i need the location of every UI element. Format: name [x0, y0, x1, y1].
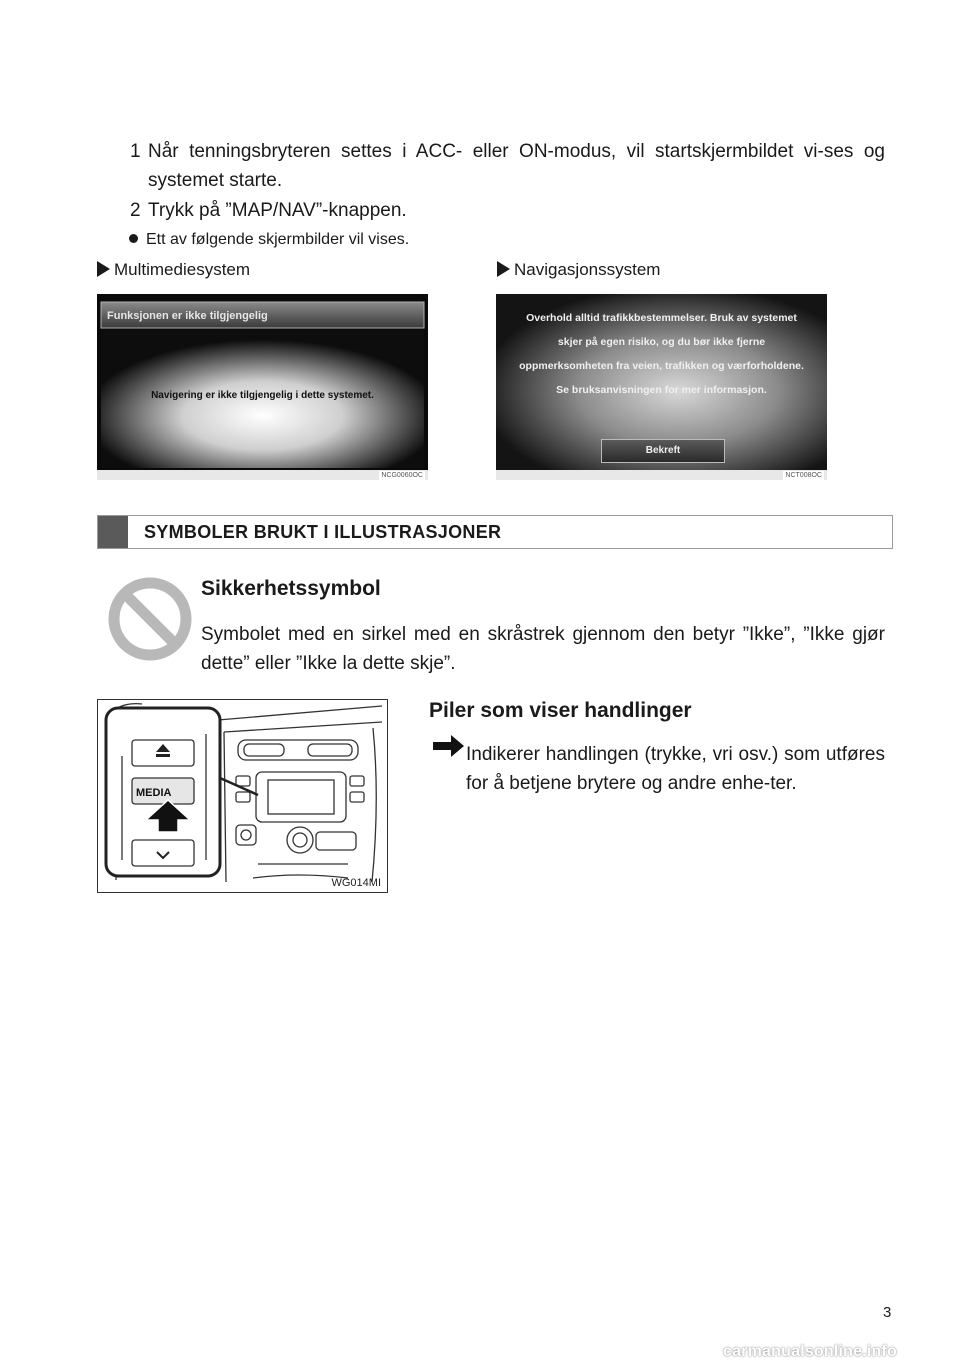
step-2-number: 2: [130, 200, 141, 221]
step-2-text: Trykk på ”MAP/NAV”-knappen.: [148, 200, 407, 221]
triangle-right-icon: [97, 261, 110, 277]
multimedia-image-code: NCG0060OC: [381, 472, 423, 479]
multimedia-screen-title: Funksjonen er ikke tilgjengelig: [107, 310, 268, 322]
bullet-item: [129, 228, 409, 252]
section-header: [97, 515, 893, 549]
multimedia-label-text: Multimediesystem: [114, 260, 251, 279]
safety-symbol-heading: Sikkerhetssymbol: [201, 577, 381, 600]
step-1-number: 1: [130, 141, 141, 162]
bullet-text: Ett av følgende skjermbilder vil vises.: [146, 231, 410, 248]
navigation-screen-image: [496, 294, 827, 480]
dashboard-illustration: [97, 699, 388, 893]
safety-symbol-description: Symbolet med en sirkel med en skråstrek gjennom den betyr ”Ikke”, ”Ikke gjør dette” eller ”Ikke la dette skje”.: [201, 624, 885, 674]
dashboard-drawing: [98, 700, 388, 893]
navigation-line-3: oppmerksomheten fra veien, trafikken og værforholdene.: [519, 360, 804, 372]
action-arrow-icon: [431, 733, 466, 759]
navigation-line-2: skjer på egen risiko, og du bør ikke fjerne: [557, 336, 766, 348]
section-title: SYMBOLER BRUKT I ILLUSTRASJONER: [144, 522, 502, 542]
watermark[interactable]: carmanualsonline.info: [723, 1343, 898, 1360]
page-number: 3: [883, 1304, 892, 1321]
multimedia-screen-image: [97, 294, 428, 480]
navigation-line-4: Se bruksanvisningen for mer informasjon.: [556, 384, 767, 396]
action-arrows-description: Indikerer handlingen (trykke, vri osv.) som utføres for å betjene brytere og andre enhe-ter.: [466, 744, 885, 794]
step-1: [130, 137, 885, 195]
step-1-text: Når tenningsbryteren settes i ACC- eller ON-modus, vil startskjermbildet vi-ses og systemet starte.: [148, 141, 885, 191]
illustration-code: WG014MI: [331, 877, 381, 889]
section-header-bar: [98, 516, 128, 548]
navigation-label-text: Navigasjonssystem: [514, 260, 661, 279]
triangle-right-icon: [497, 261, 510, 277]
navigation-line-1: Overhold alltid trafikkbestemmelser. Bruk av systemet: [526, 312, 797, 324]
step-2: [130, 196, 885, 225]
multimedia-label: [97, 258, 250, 282]
image-caption-strip: [97, 470, 428, 480]
media-button-label: MEDIA: [136, 787, 172, 799]
image-caption-strip: [496, 470, 827, 480]
bullet-dot-icon: [129, 234, 138, 243]
confirm-button: Bekreft: [601, 439, 725, 463]
prohibition-icon: [108, 577, 192, 661]
action-arrows-heading: Piler som viser handlinger: [429, 699, 692, 722]
multimedia-screen-message: Navigering er ikke tilgjengelig i dette systemet.: [151, 390, 374, 401]
navigation-image-code: NCT008OC: [785, 472, 822, 479]
navigation-label: [497, 258, 660, 282]
